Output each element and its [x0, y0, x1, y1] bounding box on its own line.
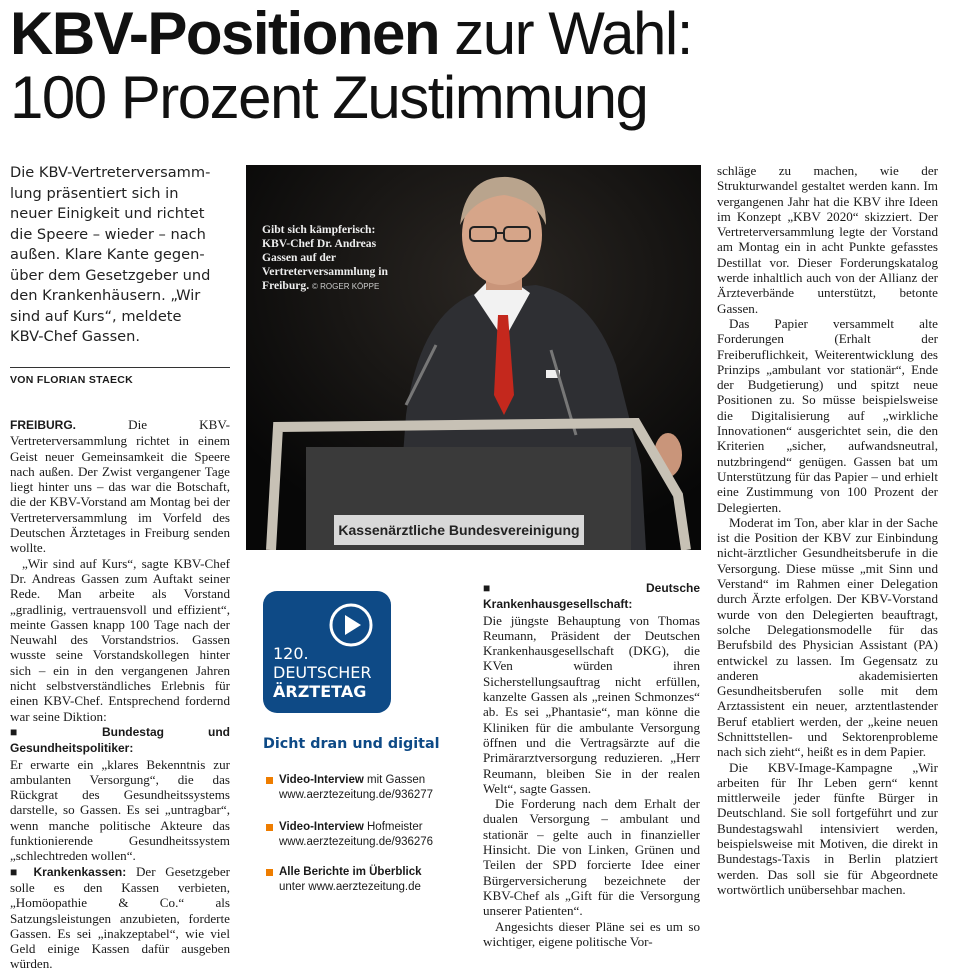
- dateline: FREIBURG.: [10, 418, 76, 432]
- byline: VON FLORIAN STAECK: [10, 374, 134, 386]
- headline-rest: zur Wahl:: [439, 0, 692, 67]
- paragraph: Die Forderung nach dem Erhalt der dualen Versorgung – ambulant und stationär – gelte auch in finanzieller Hinsicht. Die von Linken, Grünen und Teilen der SPD forcierte Idee einer Bürgerversicherung bezeichnete der KBV-Chef als „Gift für die Versorgung unserer Patienten“.: [483, 796, 700, 919]
- article-column-3: [483, 580, 700, 949]
- paragraph: schläge zu machen, wie der Strukturwandel gestaltet werden kann. Im vergangenen Jahr hat die KBV ihre Ideen im Konzept „KBV 2020“ skizziert. Der Vertreterversammlung legte der Vorstand am Montag ein in acht Punkte gefasstes Destillat vor. Dieser Forderungskatalog werde inhaltlich auch von der Allianz der Ärzteverbände unterstützt, betonte Gassen.: [717, 163, 938, 316]
- headline-line2: 100 Prozent Zustimmung: [10, 64, 648, 131]
- orange-square-icon: [266, 777, 273, 784]
- aerztetag-logo[interactable]: [263, 591, 391, 713]
- link-url[interactable]: www.aerztezeitung.de/936277: [279, 789, 434, 801]
- paragraph: Das Papier versammelt alte Forderungen (Erhalt der Freiberuflichkeit, Weiterentwicklung des Prinzips „ambulant vor stationär“, Ende der Budgetierung) und spitzt neue Positionen zu. So müsse beispielsweise die Digitalisierung auf „wirkliche Innovationen“ ausgerichtet sein, die den Kriterien „sicher, aufwandsneutral, nutzbringend“ genügen. Gassen bat um Unterstützung für das Papier – und erhielt eine Zustimmung von 100 Prozent der Delegierten.: [717, 315, 938, 515]
- paragraph: Die KBV-Image-Kampagne „Wir arbeiten für Ihr Leben gern“ kennt mittlerweile jeder fünfte Bürger in Deutschland. Sie soll fortgeführt und zur Bundestagswahl intensiviert werden, beispielsweise mit Motiven, die direkt in Bundestags-Taxis in Berlin platziert werden. Das soll sie für Abgeordnete wortwörtlich unübersehbar machen.: [717, 759, 938, 897]
- lead-line: die Speere – wieder – nach: [10, 225, 206, 243]
- podium-label: Kassenärztliche Bundesvereinigung: [338, 522, 580, 538]
- lead-line: den Krankenhäusern. „Wir: [10, 287, 201, 304]
- subheading: ■ Deutsche Krankenhausgesellschaft:: [483, 581, 700, 612]
- lead-line: sind auf Kurs“, meldete: [10, 307, 182, 325]
- paragraph: Angesichts dieser Pläne sei es um so wichtiger, eigene politische Vor-: [483, 918, 700, 949]
- paragraph: Die jüngste Behauptung von Thomas Reumann, Präsident der Deutschen Krankenhausgesellschaft (DKG), die KVen würden ihren Sicherstellungsauftrag nicht erfüllen, kanzelte Gassen als „reinen Schmonzes“ ab. Es sei „Phantasie“, man könne die Kliniken für die ambulante Versorgung öffnen und die Vertragsärzte auf die Primärarztversorgung reduzieren. „Herr Reumann, bleiben Sie in der realen Welt“, sagte Gassen.: [483, 612, 700, 796]
- link-label-bold: Video-Interview: [279, 821, 364, 833]
- orange-square-icon: [266, 869, 273, 876]
- link-label-rest: Hofmeister: [363, 821, 423, 833]
- paragraph: Er erwarte ein „klares Bekenntnis zur ambulanten Versorgung“, die das Rückgrat des Gesundheitssystems darstelle, so Gassen. Es sei „untragbar“, wenn manche politische Akteure das funktionierende Gesundheitssystem „schlechtreden wollen“.: [10, 756, 230, 864]
- lead-line: KBV-Chef Gassen.: [10, 328, 141, 345]
- headline-bold: KBV-Positionen: [10, 0, 440, 67]
- lead-line: außen. Klare Kante gegen-: [10, 246, 205, 263]
- photo-caption: [262, 223, 390, 294]
- caption-text: Gibt sich kämpferisch: KBV-Chef Dr. Andreas Gassen auf der Vertreterversammlung in Freiburg.: [262, 223, 388, 292]
- link-label-rest: mit Gassen: [363, 774, 426, 786]
- article-column-1: [10, 417, 230, 972]
- logo-line-2: DEUTSCHER: [273, 663, 372, 682]
- link-url[interactable]: www.aerztezeitung.de/936276: [279, 836, 434, 848]
- link-url[interactable]: unter www.aerztezeitung.de: [279, 881, 421, 893]
- lead-line: lung präsentiert sich in: [10, 184, 179, 202]
- paragraph: Der Gesetzgeber solle es den Kassen verbieten, „Homöopathie & Co.“ als Satzungsleistungen anzubieten, forderte Gassen. Es sei „inakzeptabel“, wie viel Geld einige Kassen dafür ausgeben würden.: [10, 863, 230, 972]
- subheading: ■ Bundestag und Gesundheitspolitiker:: [10, 724, 230, 756]
- logo-line-3: ÄRZTETAG: [273, 682, 367, 701]
- paragraph: „Wir sind auf Kurs“, sagte KBV-Chef Dr. Andreas Gassen zum Auftakt seiner Rede. Man arbeite als Vorstand „gradlinig, vertrauensvoll und effizient“, meinte Gassen knapp 100 Tage nach der Neuwahl des Vorstandstrios. Gassen wusste seine Vorstandskollegen hinter sich – ein in den vergangenen Jahren nicht selbstverständliches Erlebnis für einen KBV-Chef. Entsprechend fordernd war seine Diktion:: [10, 555, 230, 724]
- orange-square-icon: [266, 824, 273, 831]
- paragraph: Die KBV-Vertreterversammlung richtet in einem Geist neuer Gemeinsamkeit die Speere nach außen. Der Zwist vergangener Tage liegt hinter uns – das war die Botschaft, die der KBV-Vorstand am Montag bei der Vertreterversammlung im Vorfeld des Deutschen Ärztetages in Freiburg senden wollte.: [10, 417, 230, 556]
- subheading: ■ Krankenkassen:: [10, 864, 127, 879]
- lead-line: über dem Gesetzgeber und: [10, 266, 211, 284]
- paragraph: Moderat im Ton, aber klar in der Sache ist die Position der KBV zur Einbindung nicht-ärztlicher Gesundheitsberufe in die Versorgung. Diese müsse „mit Sinn und Verstand“ im Rahmen einer Delegation durch Ärzte erfolgen. Der KBV-Vorstand wurde von den Delegierten beauftragt, solche Delegationsmodelle für das Berufsbild des Physician Assistant (PA) entwickel zu lassen. Im Gegensatz zu anderen akademisierten Gesundheitsberufen solle mit dem Arztassistent ein neuer, arztentlastender Beruf etabliert werden, der „keine neuen Schnittstellen- und Sektorenprobleme nach sich zieht“, heißt es in dem Papier.: [717, 514, 938, 760]
- article-column-4: [717, 163, 938, 897]
- link-label-bold: Alle Berichte im Überblick: [279, 866, 422, 878]
- photo-credit: © ROGER KÖPPE: [312, 282, 380, 291]
- divider: [10, 367, 230, 368]
- box-title: Dicht dran und digital: [263, 736, 440, 752]
- lead-paragraph: [10, 163, 232, 348]
- lead-line: neuer Einigkeit und richtet: [10, 205, 205, 222]
- lead-line: Die KBV-Vertreterversamm-: [10, 164, 211, 181]
- link-label-bold: Video-Interview: [279, 774, 364, 786]
- headline: [10, 2, 960, 130]
- logo-line-1: 120.: [273, 644, 309, 663]
